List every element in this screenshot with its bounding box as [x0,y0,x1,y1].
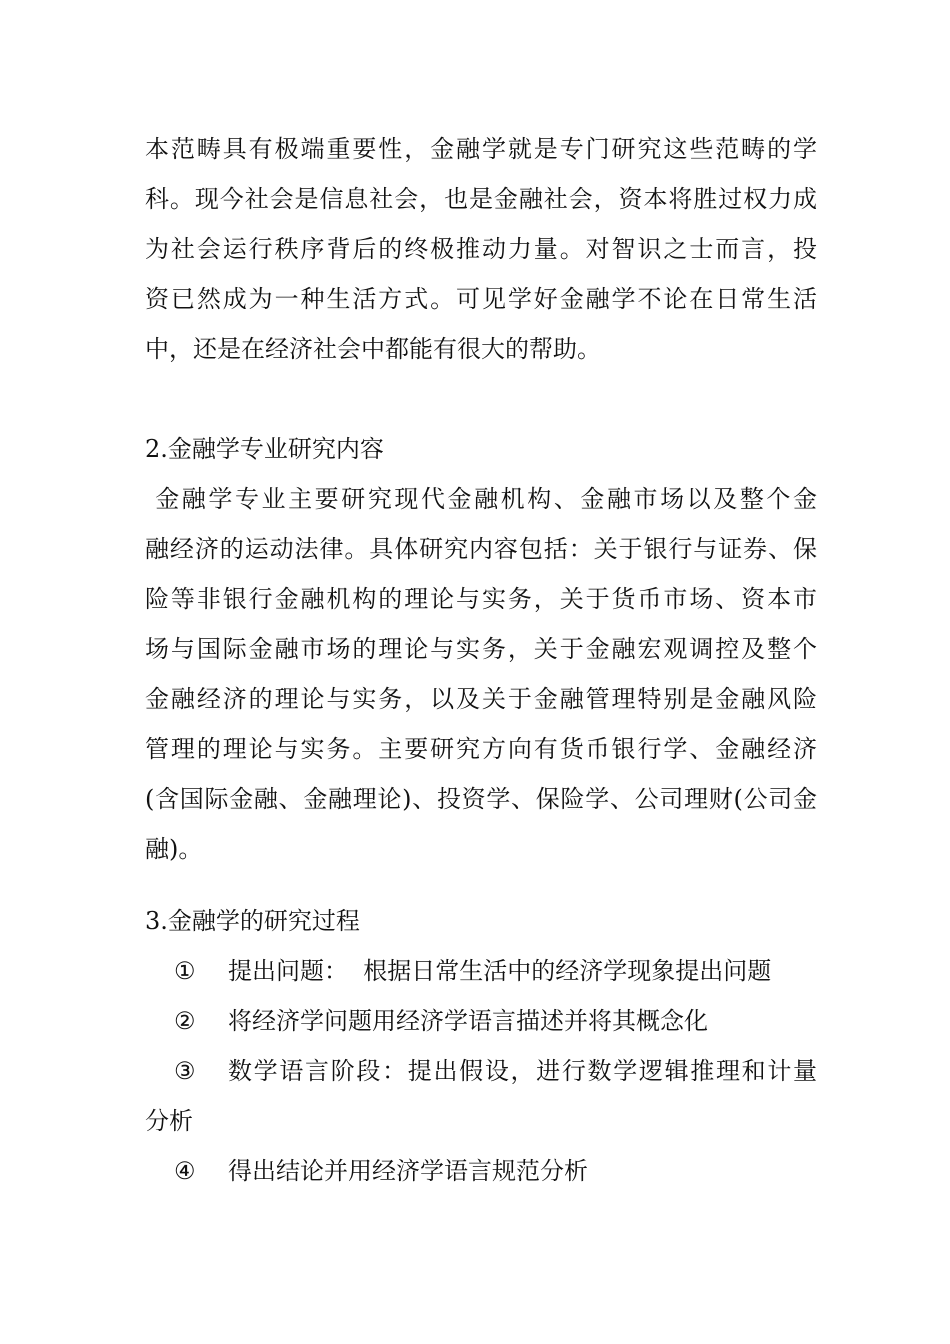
step-marker: ③ [174,1057,196,1085]
paragraph-line: 为社会运行秩序背后的终极推动力量。对智识之士而言，投 [145,235,817,263]
step-text: 提出问题： 根据日常生活中的经济学现象提出问题 [228,957,772,985]
paragraph-line: 资已然成为一种生活方式。可见学好金融学不论在日常生活 [145,285,817,313]
step-marker: ④ [174,1157,196,1185]
paragraph-line: (含国际金融、金融理论)、投资学、保险学、公司理财(公司金 [145,785,817,813]
paragraph-line: 科。现今社会是信息社会，也是金融社会，资本将胜过权力成 [145,185,817,213]
paragraph-line: 融经济的运动法律。具体研究内容包括：关于银行与证券、保 [145,535,817,563]
paragraph-line: 融)。 [145,835,203,863]
step-text-continuation: 分析 [145,1107,193,1135]
paragraph-line: 金融学专业主要研究现代金融机构、金融市场以及整个金 [145,485,818,513]
paragraph-line: 管理的理论与实务。主要研究方向有货币银行学、金融经济 [145,735,817,763]
paragraph-line: 中，还是在经济社会中都能有很大的帮助。 [145,335,601,363]
section-heading: 3.金融学的研究过程 [145,907,360,935]
paragraph-line: 险等非银行金融机构的理论与实务，关于货币市场、资本市 [145,585,817,613]
paragraph-line: 本范畴具有极端重要性，金融学就是专门研究这些范畴的学 [145,135,817,163]
step-text: 数学语言阶段：提出假设，进行数学逻辑推理和计量 [228,1057,817,1085]
paragraph-line: 场与国际金融市场的理论与实务，关于金融宏观调控及整个 [145,635,817,663]
step-marker: ① [174,957,196,985]
step-text: 将经济学问题用经济学语言描述并将其概念化 [228,1007,708,1035]
step-text: 得出结论并用经济学语言规范分析 [228,1157,588,1185]
step-marker: ② [174,1007,196,1035]
paragraph-line: 金融经济的理论与实务，以及关于金融管理特别是金融风险 [145,685,817,713]
section-heading: 2.金融学专业研究内容 [145,435,384,463]
